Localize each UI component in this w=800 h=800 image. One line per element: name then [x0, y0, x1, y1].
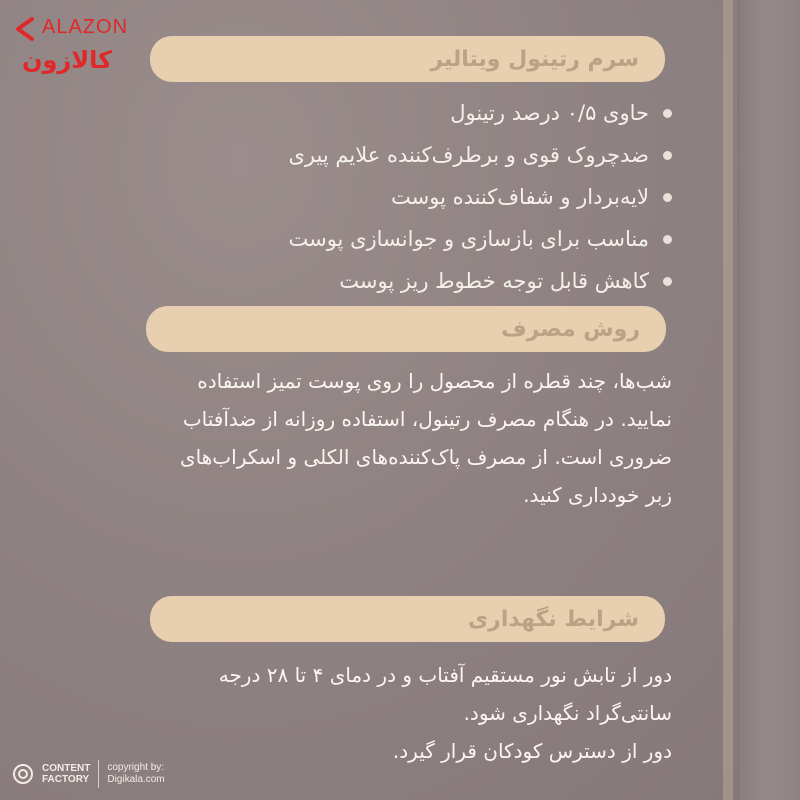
feature-item	[112, 218, 672, 260]
feature-item	[112, 176, 672, 218]
bullet-dot-icon	[663, 193, 672, 202]
feature-item	[112, 134, 672, 176]
feature-list	[112, 92, 672, 302]
storage-line: سانتی‌گراد نگهداری شود.	[463, 701, 672, 725]
feature-text: ضدچروک قوی و برطرف‌کننده علایم پیری	[288, 143, 649, 167]
storage-line: دور از دسترس کودکان قرار گیرد.	[392, 739, 672, 763]
usage-line: زبر خودداری کنید.	[523, 483, 672, 507]
cf-line1: CONTENT	[42, 763, 91, 774]
feature-item	[112, 92, 672, 134]
storage-heading	[150, 596, 665, 642]
storage-heading-text: شرایط نگهداری	[468, 606, 639, 632]
storage-paragraph	[72, 656, 672, 770]
kalazon-logo	[12, 8, 152, 88]
copyright-text	[107, 762, 164, 786]
content-factory-text	[42, 763, 90, 785]
usage-heading-text: روش مصرف	[501, 316, 640, 342]
copyright-line1: copyright by:	[107, 762, 165, 773]
usage-line: شب‌ها، چند قطره از محصول را روی پوست تمیز استفاده	[197, 369, 672, 393]
content-factory-icon	[12, 763, 34, 785]
storage-line: دور از تابش نور مستقیم آفتاب و در دمای ۴ تا ۲۸ درجه	[218, 663, 672, 687]
copyright-line2: Digikala.com	[107, 774, 165, 785]
logo-latin-text: ALAZON	[42, 16, 129, 38]
feature-text: لایه‌بردار و شفاف‌کننده پوست	[391, 185, 649, 209]
watermark-divider	[98, 760, 99, 788]
cf-line2: FACTORY	[42, 774, 90, 785]
box-side-strip	[738, 0, 800, 800]
usage-heading	[146, 306, 666, 352]
box-edge-band	[723, 0, 733, 800]
product-heading	[150, 36, 665, 82]
feature-item	[112, 260, 672, 302]
bullet-dot-icon	[663, 277, 672, 286]
content-factory-watermark	[12, 756, 165, 792]
bullet-dot-icon	[663, 151, 672, 160]
logo-mark-icon	[12, 16, 38, 42]
product-heading-text: سرم رتینول ویتالیر	[430, 46, 639, 72]
usage-paragraph	[72, 362, 672, 514]
usage-line: نمایید. در هنگام مصرف رتینول، استفاده روزانه از ضدآفتاب	[182, 407, 672, 431]
feature-text: کاهش قابل توجه خطوط ریز پوست	[339, 269, 649, 293]
bullet-dot-icon	[663, 235, 672, 244]
feature-text: حاوی ۰/۵ درصد رتینول	[450, 101, 649, 125]
bullet-dot-icon	[663, 109, 672, 118]
usage-line: ضروری است. از مصرف پاک‌کننده‌های الکلی و اسکراب‌های	[180, 445, 672, 469]
logo-persian-text: کالازون	[22, 46, 113, 74]
feature-text: مناسب برای بازسازی و جوانسازی پوست	[288, 227, 649, 251]
